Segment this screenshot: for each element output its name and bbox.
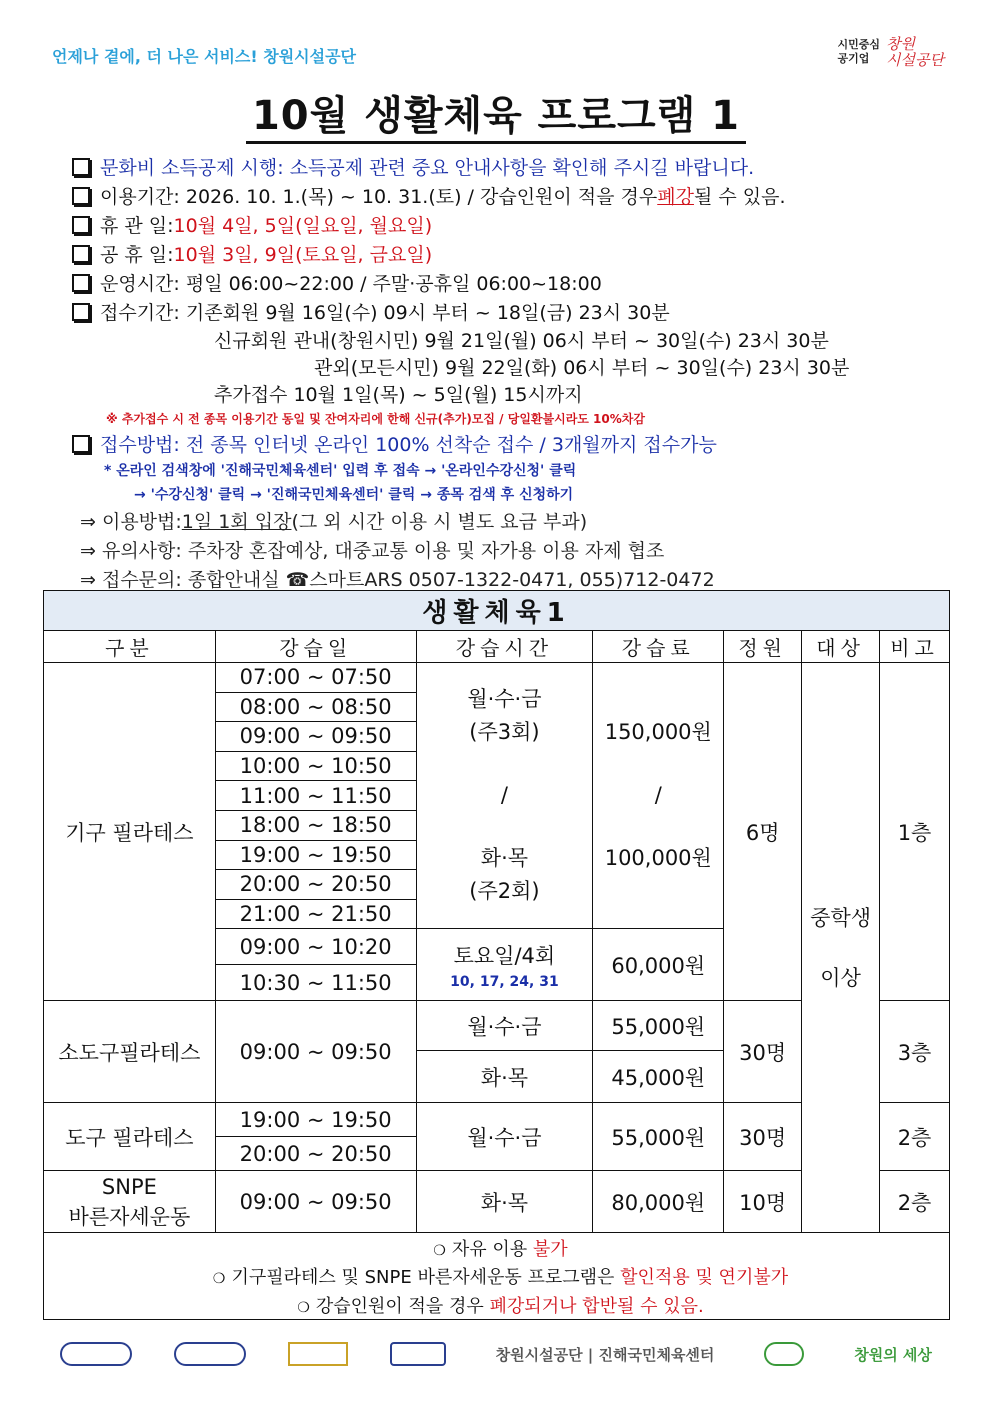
time-slot: 10:30 ~ 11:50 bbox=[215, 965, 416, 1001]
info-caution: ⇒ 유의사항: 주차장 혼잡예상, 대중교통 이용 및 자가용 이용 자제 협조 bbox=[80, 540, 665, 562]
time-slot: 09:00 ~ 10:20 bbox=[215, 929, 416, 965]
footnote-row: ❍ 기구필라테스 및 SNPE 바른자세운동 프로그램은 할인적용 및 연기불가 bbox=[44, 1262, 950, 1291]
program-target: 중학생 이상 bbox=[802, 663, 880, 1233]
info-method: 접수방법: 전 종목 인터넷 온라인 100% 선착순 접수 / 3개월까지 접수가능 bbox=[72, 429, 972, 458]
info-holiday: 공 휴 일: 10월 3일, 9일(토요일, 금요일) bbox=[72, 239, 972, 268]
program-name: 소도구필라테스 bbox=[44, 1001, 216, 1103]
col-capacity: 정원 bbox=[724, 631, 802, 663]
time-slot: 07:00 ~ 07:50 bbox=[215, 663, 416, 693]
program-fee: 55,000원 bbox=[593, 1103, 724, 1171]
time-slot: 09:00 ~ 09:50 bbox=[215, 722, 416, 752]
program-fee: 150,000원 / 100,000원 bbox=[593, 663, 724, 929]
checkbox-icon bbox=[72, 303, 90, 321]
time-slot: 11:00 ~ 11:50 bbox=[215, 781, 416, 811]
certification-logo-icon bbox=[174, 1342, 246, 1366]
header-slogan: 언제나 곁에, 더 나은 서비스! 창원시설공단 bbox=[52, 47, 356, 66]
time-slot: 19:00 ~ 19:50 bbox=[215, 1103, 416, 1137]
brand-logo bbox=[838, 36, 944, 68]
footer-corp-name: 창원시설공단 | 진해국민체육센터 bbox=[495, 1345, 715, 1364]
brand-corp: 시민중심 공기업 bbox=[837, 38, 881, 65]
table-row bbox=[44, 663, 950, 693]
page-title: 10월 생활체육 프로그램 1 bbox=[0, 84, 992, 141]
circle-icon: ❍ bbox=[297, 1300, 310, 1317]
col-category: 구분 bbox=[44, 631, 216, 663]
mascot-logo-icon bbox=[764, 1342, 804, 1366]
info-tax: 문화비 소득공제 시행: 소득공제 관련 중요 안내사항을 확인해 주시길 바랍니다. bbox=[72, 152, 972, 181]
info-usage: ⇒ 이용방법: 1일 1회 입장 (그 외 시간 이용 시 별도 요금 부과) bbox=[80, 511, 588, 533]
checkbox-icon bbox=[72, 187, 90, 205]
program-floor: 1층 bbox=[880, 663, 950, 1001]
program-name: 기구 필라테스 bbox=[44, 663, 216, 1001]
time-slot: 10:00 ~ 10:50 bbox=[215, 751, 416, 781]
info-reg-note: ※ 추가접수 시 전 종목 이용기간 동일 및 잔여자리에 한해 신규(추가)모집 / 당일환불시라도 10%차감 bbox=[106, 411, 645, 426]
sat-dates: 10, 17, 24, 31 bbox=[450, 973, 559, 990]
checkbox-icon bbox=[72, 158, 90, 176]
time-slot: 20:00 ~ 20:50 bbox=[215, 1137, 416, 1171]
info-reg-additional: 추가접수 10월 1일(목) ~ 5일(월) 15시까지 bbox=[214, 384, 583, 406]
program-floor: 2층 bbox=[880, 1103, 950, 1171]
checkbox-icon bbox=[72, 216, 90, 234]
program-floor: 2층 bbox=[880, 1171, 950, 1233]
footer-logos bbox=[60, 1340, 940, 1368]
program-capacity: 6명 bbox=[724, 663, 802, 1001]
program-name: 도구 필라테스 bbox=[44, 1103, 216, 1171]
col-fee: 강습료 bbox=[593, 631, 724, 663]
sat-days: 토요일/4회 10, 17, 24, 31 bbox=[416, 929, 593, 1001]
col-target: 대상 bbox=[802, 631, 880, 663]
time-slot: 09:00 ~ 09:50 bbox=[215, 1171, 416, 1233]
program-fee: 55,000원 bbox=[593, 1001, 724, 1051]
checkbox-icon bbox=[72, 245, 90, 263]
time-slot: 08:00 ~ 08:50 bbox=[215, 692, 416, 722]
award-logo-icon bbox=[288, 1342, 348, 1366]
col-time: 강습시간 bbox=[416, 631, 593, 663]
footer-city-slogan: 창원의 세상 bbox=[854, 1345, 932, 1364]
program-floor: 3층 bbox=[880, 1001, 950, 1103]
program-days: 화·목 bbox=[416, 1171, 593, 1233]
circle-icon: ❍ bbox=[212, 1271, 226, 1288]
time-slot: 18:00 ~ 18:50 bbox=[215, 810, 416, 840]
program-fee: 45,000원 bbox=[593, 1051, 724, 1103]
info-method-note2: → '수강신청' 클릭 → '진해국민체육센터' 클릭 → 종목 검색 후 신청하기 bbox=[134, 487, 574, 503]
sat-fee: 60,000원 bbox=[593, 929, 724, 1001]
checkbox-icon bbox=[72, 274, 90, 292]
table-header-row bbox=[44, 631, 950, 663]
table-title: 생활체육1 bbox=[44, 591, 950, 631]
info-closed: 휴 관 일: 10월 4일, 5일(일요일, 월요일) bbox=[72, 210, 972, 239]
city-logo-icon bbox=[390, 1342, 446, 1366]
time-slot: 20:00 ~ 20:50 bbox=[215, 870, 416, 900]
program-days: 월·수·금 bbox=[416, 1001, 593, 1051]
program-days: 월·수·금 bbox=[416, 1103, 593, 1171]
program-days: 화·목 bbox=[416, 1051, 593, 1103]
time-slot: 09:00 ~ 09:50 bbox=[215, 1001, 416, 1103]
info-reg-new-local: 신규회원 관내(창원시민) 9월 21일(월) 06시 부터 ~ 30일(수) 23시 30분 bbox=[214, 330, 829, 352]
program-capacity: 10명 bbox=[724, 1171, 802, 1233]
footnote-row: ❍ 자유 이용 불가 bbox=[44, 1233, 950, 1262]
info-period: 이용기간: 2026. 10. 1.(목) ~ 10. 31.(토) / 강습인원이 적을 경우 폐강 될 수 있음. bbox=[72, 181, 972, 210]
program-capacity: 30명 bbox=[724, 1001, 802, 1103]
info-hours: 운영시간: 평일 06:00~22:00 / 주말·공휴일 06:00~18:00 bbox=[72, 268, 972, 297]
time-slot: 21:00 ~ 21:50 bbox=[215, 899, 416, 929]
program-table bbox=[43, 590, 950, 1320]
program-days: 월·수·금 (주3회) / 화·목 (주2회) bbox=[416, 663, 593, 929]
program-name: SNPE 바른자세운동 bbox=[44, 1171, 216, 1233]
col-note: 비고 bbox=[880, 631, 950, 663]
info-section bbox=[72, 152, 972, 593]
col-day: 강습일 bbox=[215, 631, 416, 663]
program-fee: 80,000원 bbox=[593, 1171, 724, 1233]
circle-icon: ❍ bbox=[433, 1242, 446, 1259]
info-method-note1: * 온라인 검색창에 '진해국민체육센터' 입력 후 접속 → '온라인수강신청' 클릭 bbox=[104, 463, 577, 479]
consumer-logo-icon bbox=[60, 1342, 132, 1366]
checkbox-icon bbox=[72, 435, 90, 453]
info-registration: 접수기간: 기존회원 9월 16일(수) 09시 부터 ~ 18일(금) 23시 30분 bbox=[72, 297, 972, 326]
brand-name: 창원 시설공단 bbox=[886, 35, 944, 69]
info-reg-new-outside: 관외(모든시민) 9월 22일(화) 06시 부터 ~ 30일(수) 23시 30분 bbox=[314, 357, 850, 379]
info-contact: ⇒ 접수문의: 종합안내실 ☎스마트ARS 0507-1322-0471, 055)712-0472 bbox=[80, 569, 715, 591]
program-capacity: 30명 bbox=[724, 1103, 802, 1171]
footnote-row: ❍ 강습인원이 적을 경우 폐강되거나 합반될 수 있음. bbox=[44, 1291, 950, 1320]
time-slot: 19:00 ~ 19:50 bbox=[215, 840, 416, 870]
